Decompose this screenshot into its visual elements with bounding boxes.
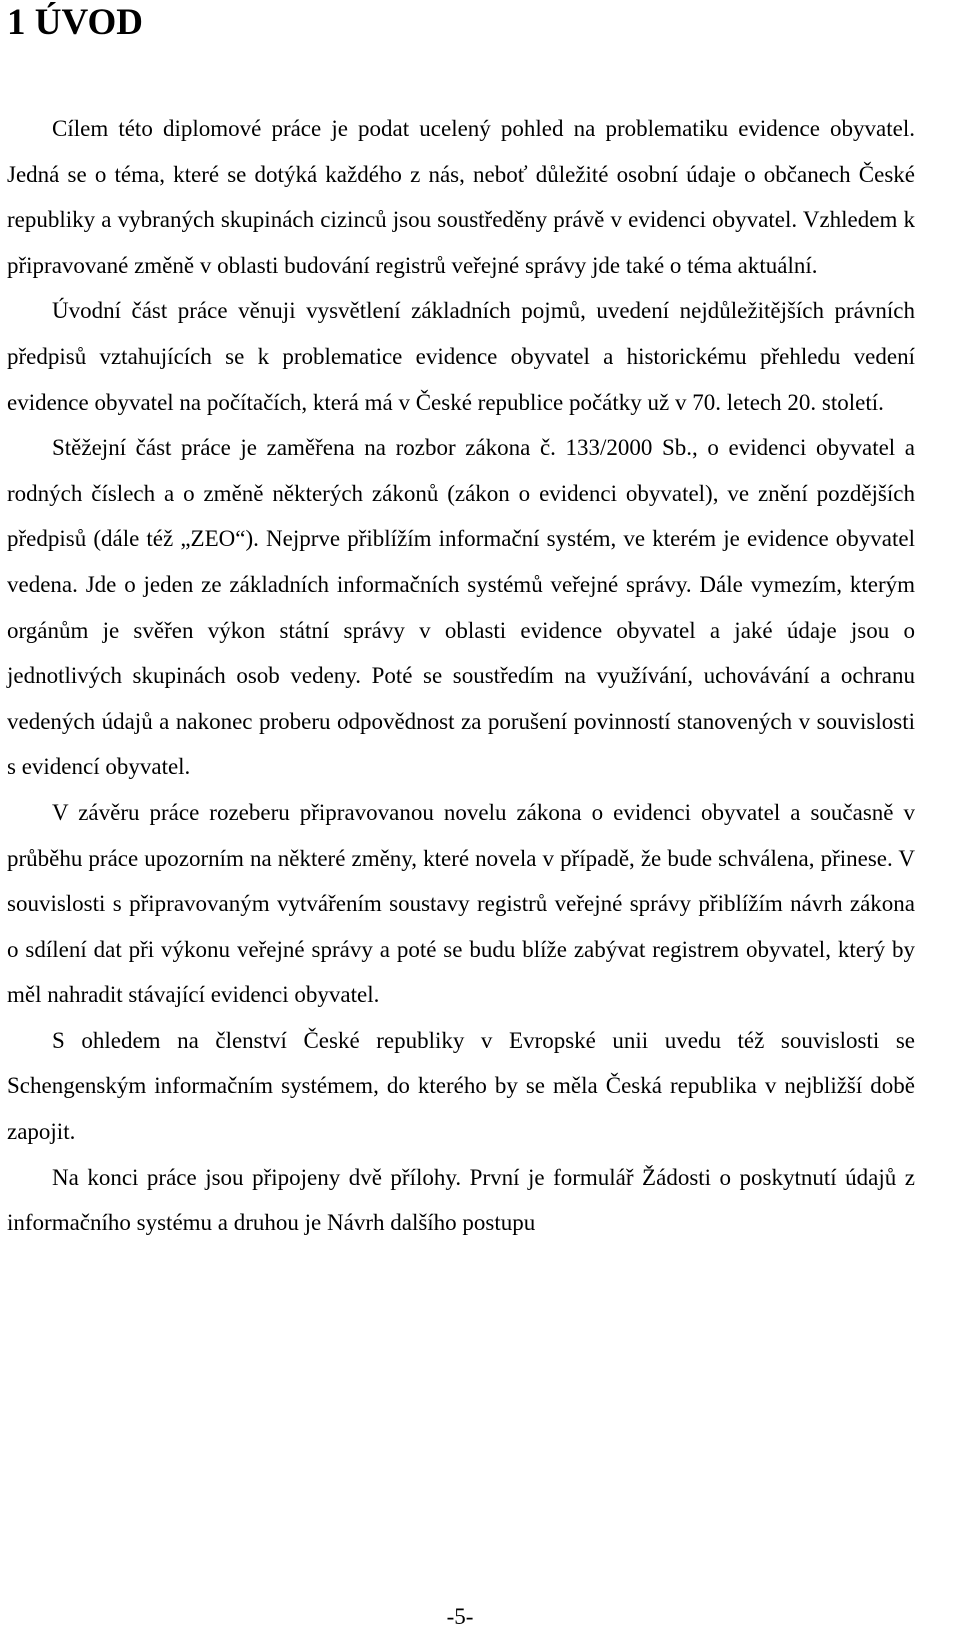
paragraph-main-part: Stěžejní část práce je zaměřena na rozbor zákona č. 133/2000 Sb., o evidenci obyvatel a rodných číslech a o změně některých zákonů (zákon o evidenci obyvatel), ve znění pozdějších předpisů (dále též „ZEO“). Nejprve přiblížím informační systém, ve kterém je evidence obyvatel vedena. Jde o jeden ze základních informačních systémů veřejné správy. Dále vymezím, kterým orgánům je svěřen výkon státní správy v oblasti evidence obyvatel a jaké údaje jsou o jednotlivých skupinách osob vedeny. Poté se soustředím na využívání, uchovávání a ochranu vedených údajů a nakonec proberu odpovědnost za porušení povinností stanovených v souvislosti s evidencí obyvatel.: [7, 435, 915, 780]
paragraph-introduction: Úvodní část práce věnuji vysvětlení základních pojmů, uvedení nejdůležitějších právních předpisů vztahujících se k problematice evidence obyvatel a historickému přehledu vedení evidence obyvatel na počítačích, která má v České republice počátky už v 70. letech 20. století.: [7, 298, 915, 415]
paragraph-aim: Cílem této diplomové práce je podat ucelený pohled na problematiku evidence obyvatel. Jedná se o téma, které se dotýká každého z nás, neboť důležité osobní údaje o občanech České republiky a vybraných skupinách cizinců jsou soustředěny právě v evidenci obyvatel. Vzhledem k připravované změně v oblasti budování registrů veřejné správy jde také o téma aktuální.: [7, 116, 915, 278]
paragraph-conclusion: V závěru práce rozeberu připravovanou novelu zákona o evidenci obyvatel a současně v průběhu práce upozorním na některé změny, které novela v případě, že bude schválena, přinese. V souvislosti s připravovaným vytvářením soustavy registrů veřejné správy přiblížím návrh zákona o sdílení dat při výkonu veřejné správy a poté se budu blíže zabývat registrem obyvatel, který by měl nahradit stávající evidenci obyvatel.: [7, 799, 915, 1008]
paragraph-appendices: Na konci práce jsou připojeny dvě přílohy. První je formulář Žádosti o poskytnutí údajů z informačního systému a druhou je Návrh dalšího postupu: [7, 1164, 915, 1236]
chapter-heading: 1 ÚVOD: [7, 2, 143, 43]
paragraph-schengen: S ohledem na členství České republiky v Evropské unii uvedu též souvislosti se Schengenským informačním systémem, do kterého by se měla Česká republika v nejbližší době zapojit.: [7, 1027, 915, 1145]
body-text: [7, 106, 915, 1246]
page-number: -5-: [446, 1604, 474, 1629]
